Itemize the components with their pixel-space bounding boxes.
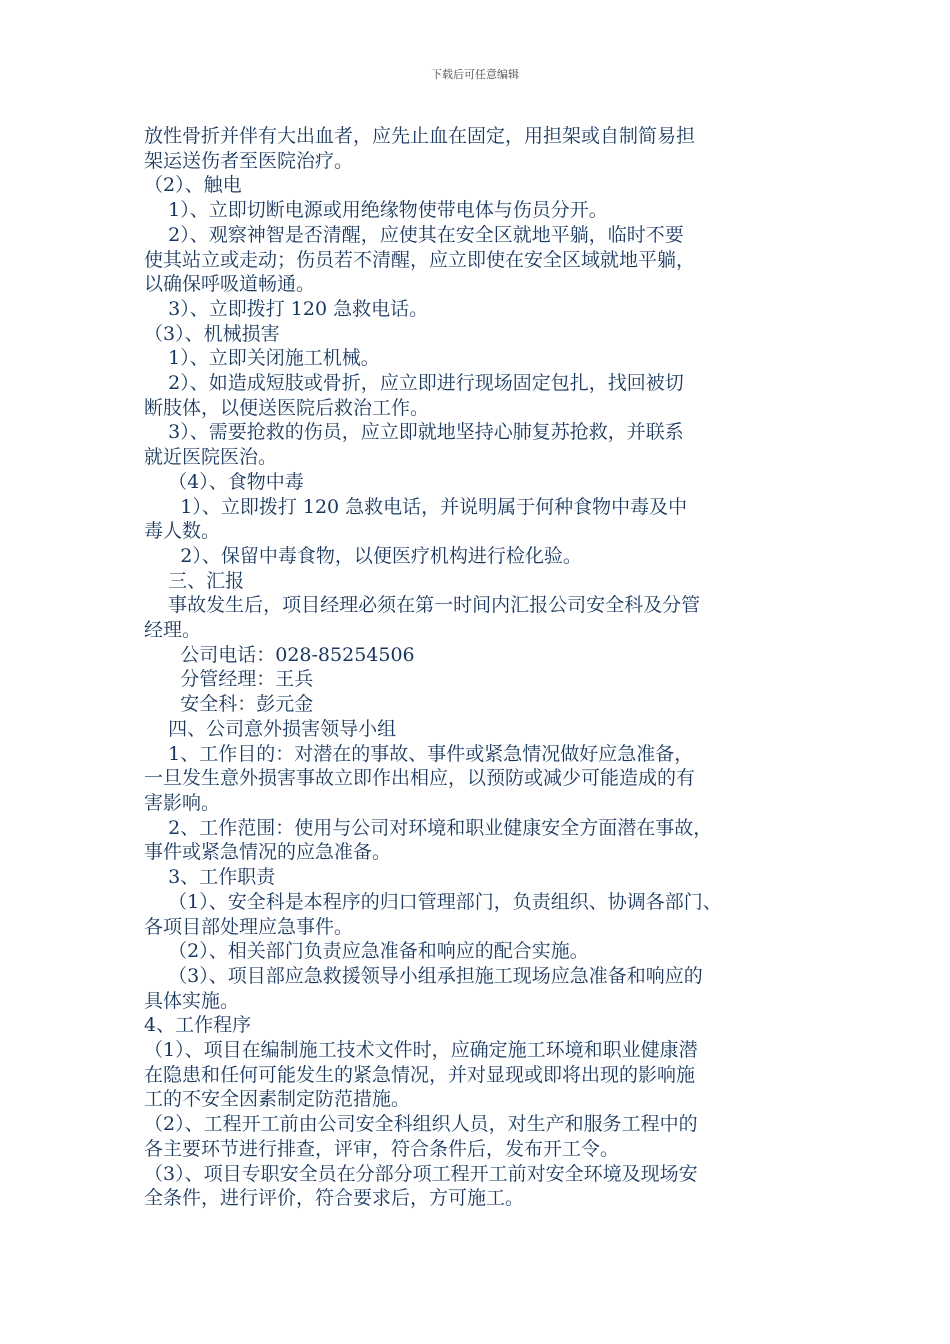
text-line: 经理。 [144, 619, 202, 642]
text-line: 事故发生后，项目经理必须在第一时间内汇报公司安全科及分管 [144, 594, 701, 617]
text-line: 2）、观察神智是否清醒，应使其在安全区就地平躺，临时不要 [144, 223, 684, 246]
text-line: （2）、相关部门负责应急准备和响应的配合实施。 [144, 940, 589, 963]
text-line: 3）、需要抢救的伤员，应立即就地坚持心肺复苏抢救，并联系 [144, 421, 684, 444]
text-line: 3）、立即拨打 120 急救电话。 [144, 297, 429, 320]
text-line: 各项目部处理应急事件。 [144, 915, 354, 938]
text-line: （4）、食物中毒 [144, 470, 304, 493]
text-line: 公司电话：028-85254506 [144, 643, 415, 666]
text-line: 2、工作范围：使用与公司对环境和职业健康安全方面潜在事故， [144, 816, 713, 839]
text-line: （3）、机械损害 [144, 322, 280, 345]
text-line: 四、公司意外损害领导小组 [144, 717, 397, 740]
document-body [144, 124, 820, 1211]
text-line: 就近医院医治。 [144, 446, 278, 469]
text-line: 事件或紧急情况的应急准备。 [144, 841, 392, 864]
text-line: 各主要环节进行排查，评审，符合条件后，发布开工令。 [144, 1137, 620, 1160]
text-line: 放性骨折并伴有大出血者，应先止血在固定，用担架或自制简易担 [144, 125, 696, 147]
text-line: （2）、触电 [144, 174, 242, 197]
text-line: 三、汇报 [144, 569, 245, 592]
text-line: 使其站立或走动；伤员若不清醒，应立即使在安全区域就地平躺， [144, 248, 696, 271]
text-line: 4、工作程序 [144, 1014, 252, 1037]
text-line: 安全科：彭元金 [144, 693, 314, 716]
text-line: 全条件，进行评价，符合要求后，方可施工。 [144, 1187, 525, 1210]
text-line: 以确保呼吸道畅通。 [144, 273, 316, 296]
text-line: 架运送伤者至医院治疗。 [144, 149, 354, 172]
text-line: 断肢体，以便送医院后救治工作。 [144, 396, 430, 419]
text-line: 在隐患和任何可能发生的紧急情况，并对显现或即将出现的影响施 [144, 1063, 696, 1086]
text-line: 一旦发生意外损害事故立即作出相应，以预防或减少可能造成的有 [144, 767, 696, 790]
page-header: 下载后可任意编辑 [431, 68, 519, 81]
text-line: 毒人数。 [144, 520, 221, 543]
text-line: 2）、如造成短肢或骨折，应立即进行现场固定包扎，找回被切 [144, 372, 684, 395]
text-line: 1）、立即拨打 120 急救电话，并说明属于何种食物中毒及中 [144, 495, 688, 518]
text-line: 1）、立即关闭施工机械。 [144, 347, 380, 370]
text-line: （1）、项目在编制施工技术文件时，应确定施工环境和职业健康潜 [144, 1039, 698, 1062]
text-line: （1）、安全科是本程序的归口管理部门，负责组织、协调各部门、 [144, 890, 722, 913]
text-line: 1）、立即切断电源或用绝缘物使带电体与伤员分开。 [144, 199, 608, 222]
text-line: 2）、保留中毒食物，以便医疗机构进行检化验。 [144, 544, 582, 567]
text-line: 分管经理：王兵 [144, 668, 314, 691]
text-line: 具体实施。 [144, 989, 240, 1012]
text-line: 3、工作职责 [144, 866, 276, 889]
text-line: （3）、项目专职安全员在分部分项工程开工前对安全环境及现场安 [144, 1162, 698, 1185]
text-line: 害影响。 [144, 791, 221, 814]
text-line: 工的不安全因素制定防范措施。 [144, 1088, 411, 1111]
text-line: 1、工作目的：对潜在的事故、事件或紧急情况做好应急准备， [144, 742, 694, 765]
text-line: （3）、项目部应急救援领导小组承担施工现场应急准备和响应的 [144, 964, 703, 987]
text-line: （2）、工程开工前由公司安全科组织人员，对生产和服务工程中的 [144, 1113, 698, 1136]
